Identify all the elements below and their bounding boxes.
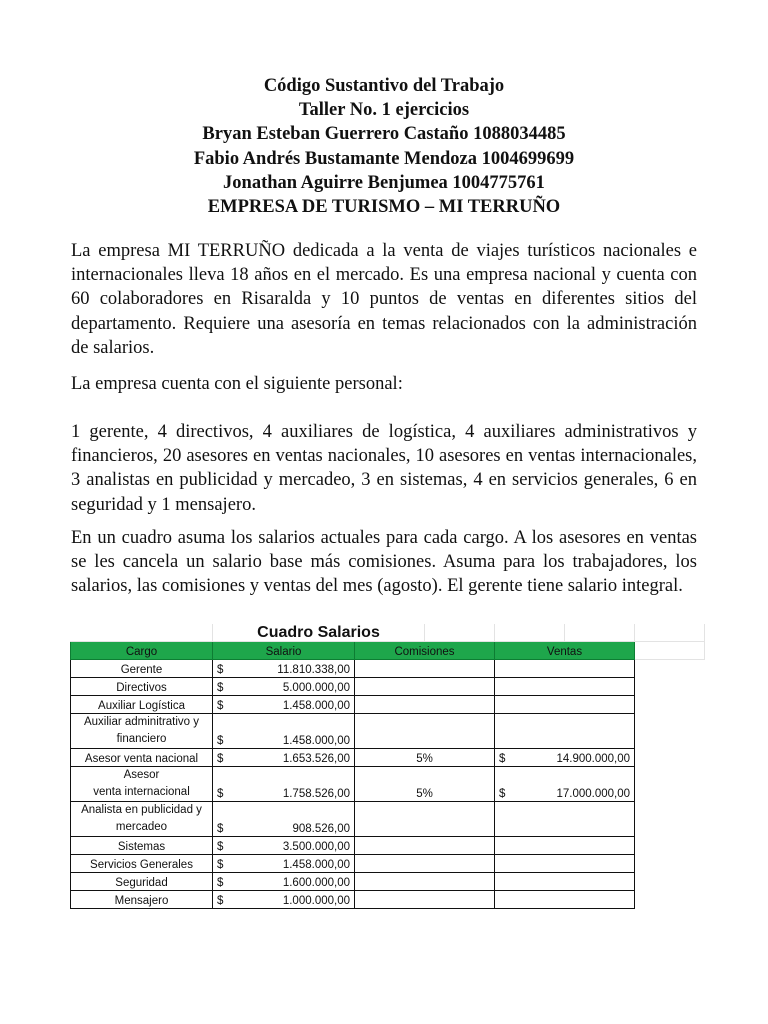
currency-symbol: $	[217, 841, 224, 853]
cell-comision	[355, 855, 495, 873]
cargo-line-1: Auxiliar adminitrativo y	[83, 716, 200, 728]
cell-cargo	[71, 802, 213, 837]
cell-cargo	[71, 714, 213, 749]
cell-cargo: Seguridad	[71, 873, 213, 891]
salario-value: 1.653.526,00	[282, 753, 350, 765]
table-row	[71, 767, 705, 802]
salario-value: 5.000.000,00	[282, 682, 350, 694]
cell-salario	[213, 714, 355, 749]
cell-salario	[213, 749, 355, 767]
header-subject: Código Sustantivo del Trabajo	[263, 76, 505, 96]
table-row	[71, 660, 705, 678]
column-header-salario: Salario	[213, 642, 355, 660]
cell-salario	[213, 678, 355, 696]
cell-ventas	[495, 678, 635, 696]
cell-comision	[355, 891, 495, 909]
cargo-line-2: financiero	[116, 733, 167, 745]
currency-symbol: $	[217, 895, 224, 907]
table-row	[71, 802, 705, 837]
paragraph-personal-intro: La empresa cuenta con el siguiente personal:	[71, 374, 403, 394]
cell-salario	[213, 767, 355, 802]
salario-value: 11.810.338,00	[277, 664, 350, 676]
ventas-value: 17.000.000,00	[556, 788, 630, 800]
currency-symbol: $	[217, 664, 224, 676]
cell-ventas	[495, 714, 635, 749]
table-row	[71, 837, 705, 855]
cell-cargo: Gerente	[71, 660, 213, 678]
cargo-line-1: Analista en publicidad y	[81, 804, 202, 816]
paragraph-instructions: En un cuadro asuma los salarios actuales para cada cargo. A los asesores en ventas se les cancela un salario base más comisiones. Asuma para los trabajadores, los salarios, las comisiones y ventas del mes (agosto). El gerente tiene salario integral.	[71, 528, 697, 597]
column-header-ventas: Ventas	[495, 642, 635, 660]
table-row	[71, 714, 705, 749]
currency-symbol: $	[217, 700, 224, 712]
currency-symbol: $	[499, 788, 506, 800]
salario-value: 908.526,00	[292, 823, 350, 835]
document-header	[0, 74, 768, 219]
cargo-line-2: venta internacional	[93, 786, 190, 798]
cell-comision	[355, 802, 495, 837]
cell-ventas	[495, 767, 635, 802]
cell-ventas	[495, 891, 635, 909]
cell-salario	[213, 873, 355, 891]
table-row	[71, 855, 705, 873]
currency-symbol: $	[217, 735, 224, 747]
cell-comision	[355, 837, 495, 855]
cargo-line-2: mercadeo	[115, 821, 168, 833]
salario-value: 3.500.000,00	[282, 841, 350, 853]
salario-value: 1.758.526,00	[282, 788, 350, 800]
table-row	[71, 891, 705, 909]
cell-ventas	[495, 837, 635, 855]
currency-symbol: $	[217, 753, 224, 765]
currency-symbol: $	[217, 859, 224, 871]
table-row	[71, 873, 705, 891]
cell-cargo: Mensajero	[71, 891, 213, 909]
column-header-cargo: Cargo	[71, 642, 213, 660]
currency-symbol: $	[499, 753, 506, 765]
table-row	[71, 696, 705, 714]
cell-cargo	[71, 767, 213, 802]
cell-salario	[213, 855, 355, 873]
currency-symbol: $	[217, 788, 224, 800]
salary-spreadsheet	[70, 624, 705, 909]
cell-comision	[355, 660, 495, 678]
paragraph-staff-list: 1 gerente, 4 directivos, 4 auxiliares de logística, 4 auxiliares administrativos y financieros, 20 asesores en ventas nacionales, 10 asesores en ventas internacionales, 3 analistas en publicidad y mercadeo, 3 en sistemas, 4 en servicios generales, 6 en seguridad y 1 mensajero.	[71, 422, 697, 515]
cell-ventas	[495, 802, 635, 837]
salario-value: 1.000.000,00	[282, 895, 350, 907]
header-company: EMPRESA DE TURISMO – MI TERRUÑO	[207, 197, 561, 218]
table-title: Cuadro Salarios	[213, 624, 425, 642]
cell-salario	[213, 891, 355, 909]
cell-comision	[355, 873, 495, 891]
currency-symbol: $	[217, 877, 224, 889]
currency-symbol: $	[217, 682, 224, 694]
paragraph-intro: La empresa MI TERRUÑO dedicada a la venta de viajes turísticos nacionales e internacionales lleva 18 años en el mercado. Es una empresa nacional y cuenta con 60 colaboradores en Risaralda y 10 puntos de ventas en diferentes sitios del departamento. Requiere una asesoría en temas relacionados con la administración de salarios.	[71, 241, 697, 358]
cell-ventas	[495, 749, 635, 767]
cell-ventas	[495, 855, 635, 873]
cell-comision	[355, 714, 495, 749]
cell-salario	[213, 802, 355, 837]
cell-salario	[213, 696, 355, 714]
salary-table	[70, 624, 705, 909]
table-title-row	[71, 624, 705, 642]
cell-comision	[355, 696, 495, 714]
cell-comision	[355, 678, 495, 696]
salario-value: 1.600.000,00	[282, 877, 350, 889]
table-row	[71, 678, 705, 696]
cell-comision: 5%	[355, 749, 495, 767]
salario-value: 1.458.000,00	[282, 859, 350, 871]
cargo-line-1: Asesor	[123, 769, 160, 781]
cell-cargo: Directivos	[71, 678, 213, 696]
header-author-2: Fabio Andrés Bustamante Mendoza 1004699699	[193, 148, 575, 169]
currency-symbol: $	[217, 823, 224, 835]
cell-ventas	[495, 873, 635, 891]
cell-cargo: Asesor venta nacional	[71, 749, 213, 767]
ventas-value: 14.900.000,00	[556, 753, 630, 765]
cell-cargo: Sistemas	[71, 837, 213, 855]
cell-ventas	[495, 660, 635, 678]
cell-comision: 5%	[355, 767, 495, 802]
salario-value: 1.458.000,00	[282, 700, 350, 712]
cell-salario	[213, 837, 355, 855]
header-workshop: Taller No. 1 ejercicios	[298, 100, 470, 121]
table-header-row	[71, 642, 705, 660]
cell-salario	[213, 660, 355, 678]
column-header-comisiones: Comisiones	[355, 642, 495, 660]
header-author-3: Jonathan Aguirre Benjumea 1004775761	[223, 172, 545, 193]
header-author-1: Bryan Esteban Guerrero Castaño 1088034485	[202, 124, 566, 145]
cell-cargo: Auxiliar Logística	[71, 696, 213, 714]
salario-value: 1.458.000,00	[282, 735, 350, 747]
cell-cargo: Servicios Generales	[71, 855, 213, 873]
cell-ventas	[495, 696, 635, 714]
table-row	[71, 749, 705, 767]
